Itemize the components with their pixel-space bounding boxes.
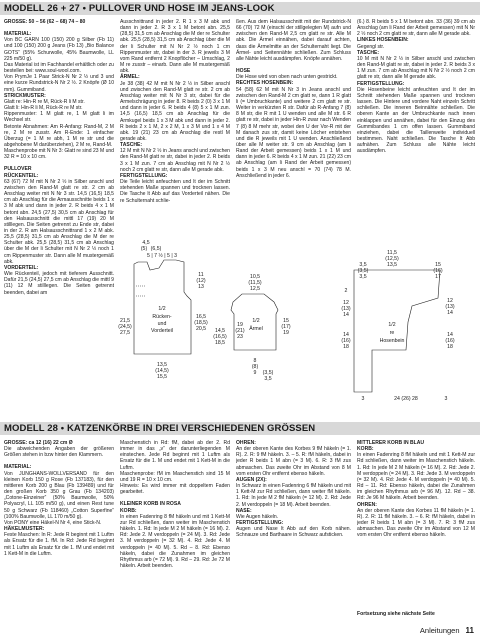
paragraph: Gegengl str.	[357, 43, 385, 50]
schematic-label: (14,5)	[155, 368, 169, 374]
text-column-7	[236, 440, 351, 620]
schematic-label: 18	[447, 344, 453, 350]
schematic-label: 24 (26) 28	[394, 396, 418, 402]
paragraph: Maschenprobe: fM im Maschenstich sind 15 M und 19 R = 10 x 10 cm.	[120, 470, 230, 483]
paragraph: ßen. Aus dem Halsausschnitt mit der Rundstrick-N 66 (70) 72 M (einschl der stillgelegten M) aufn und zwischen den Rand-M 2,5 cm glatt re str. Alle M abk. Die Ärmel einnähen, dabei darauf achten, dass die Ärmelmitte an der Schulternaht liegt. Die Ärmel- und Seitennähte schließen. Zum Schluss alle Nähte leicht ausdämpfen. Knöpfe annähen.	[236, 19, 351, 62]
schematic-label: 12	[447, 298, 453, 304]
schematic-label: (8)	[251, 364, 259, 370]
schematic-label: re	[389, 330, 395, 336]
paragraph: Das Material ist im Fachhandel erhältlich oder zu bestellen bei: www.soul-wool.com.	[4, 61, 114, 75]
schematic-label: 11	[198, 272, 204, 278]
paragraph: RÜCKENTEIL:	[4, 172, 39, 179]
schematic-label: 10,5	[249, 274, 261, 280]
schematic-label: 8	[253, 358, 257, 364]
paragraph: TASCHE:	[357, 49, 380, 56]
paragraph: FERTIGSTELLUNG:	[120, 172, 168, 179]
paragraph: STRICKMUSTER:	[4, 92, 46, 99]
paragraph: MATERIAL:	[4, 31, 32, 38]
paragraph: KORB:	[120, 507, 137, 514]
schematic-label: (24,5)	[118, 324, 132, 330]
schematic-label: (3,5)	[262, 370, 274, 376]
paragraph: Die Hose wird von oben nach unten gestrickt.	[236, 74, 338, 81]
schematic-label: 1/2	[252, 318, 260, 324]
schematic-label: 20,5	[195, 326, 207, 332]
paragraph: Glatt re: Hin-R re M, Rück-R li M str.	[4, 98, 85, 105]
schematic-label: (13)	[445, 304, 455, 310]
schematic-label: 4,5	[142, 240, 150, 246]
paragraph: An der oberen Kante des Korbes 11 fM häkeln (= 1. R). 2. R: 11 fM häkeln. 3. – 6. R: fM häkeln, dabei in jeder R beids 1 M abn (= 3 M). 7. R: 3 fM zus abmaschen. Das zweite Ohr im Abstand von 12 M vom ersten Ohr entfernt ebenso häkeln.	[357, 507, 475, 539]
schematic-label: (6,5)	[150, 246, 162, 252]
schematic-label: (12,5)	[385, 256, 399, 262]
paragraph: 10 M mit N Nr 2 ½ in Silber anschl und zwischen den Rand-M glatt re str, dabei in jeder 2. R beids 3 x 1 M zun. 7 cm ab Anschlag mit N Nr 2 ½ noch 2 cm glatt re str, dann alle M gerade abk.	[357, 55, 475, 81]
section-title-modell-28: MODELL 28 • KATZENKÖRBE IN DREI VERSCHIEDENEN GRÖSSEN	[0, 422, 480, 435]
paragraph: Von PrymJe 1 Paar Strick-N Nr 2 ½ und 3 und eine kurze Rundstrick-N Nr 2 ½. 2 Knöpfe (Ø 10 mm). Gummiband.	[4, 74, 114, 93]
schematic-label: Vorderteil	[151, 328, 173, 334]
schematic-label: 23	[237, 334, 243, 340]
paragraph: Die Teile leicht anfeuchten und lt der im Schnitt stehenden Maße spannen und trocknen lassen. Die Tasche lt Abb auf das Vorderteil nähen. Die re Schulternaht schlie-	[120, 179, 230, 204]
paragraph: ÄRMEL:	[120, 74, 140, 81]
text-column-8	[357, 440, 475, 610]
schematic-label: 14	[343, 332, 349, 338]
schematic-label: 19	[237, 322, 243, 328]
paragraph: Wie Rückenteil, jedoch mit tieferem Ausschnitt. Dafür 21,5 (24,5) 27,5 cm ab Anschlag die mittl 9 (11) 12 M stilllegen. Die Seiten getrennt beenden, dabei am	[4, 271, 114, 296]
continued-note: Fortsetzung siehe nächste Seite	[357, 611, 435, 617]
schematic-label: 15,5	[156, 374, 168, 380]
paragraph: 54 (58) 62 M mit N Nr 3 in Jeans anschl und zwischen den Rand-M 2 cm glatt re, dann 1 R glatt li (= Umbruchkante) und weitere 2 cm glatt re str. Weiter in verkürzten R str. Dafür ab R-Anfang 7 (8) 8 M str, die R mit 1 U wenden und alle M str. 6 R glatt re str, dabei in jeder Hin-R zwar nach Wenden 7 (8) 8 M mehr str, wobei den U der Vor-R mit der M danach zus str, damit keine Löcher entstehen und die R jeweils mit 1 U wenden. Anschließend über alle M weiter str. 9 cm ab Anschlag (am li Rand der Arbeit gemessen) beids 1 x 1 M und dann in jeder 6. R beids 4 x 1 M zun. 21 (22) 23 cm ab Anschlag (am li Rand der Arbeit gemessen) beids 1 x 3 M neu anschl = 70 (74) 78 M. Anschließend in jeder 6.	[236, 86, 351, 179]
schematic-label: 5 | 7 ½ | 5 | 3	[147, 253, 177, 259]
paragraph: In einen Fadenring 8 fM häkeln und mit 1 Kett-M zur Rd schließen, dann weiter im Maschenstich häkeln. 1. Rd: In jede M 2 M häkeln (= 16 M). 2. Rd: Jede 2. M verdoppeln (= 24 M). 3. Rd: Jede 3. M verdoppeln (= 32 M). 4. Rd: Jede 4. M verdoppeln (= 40 M). 5. Rd – 11. Rd: Ebenso häkeln, dabei die Zunahmen im gleichen Rhythmus arb (= 96 M). 12. Rd – 38. Rd: Je 96 M häkeln. Arbeit beenden.	[357, 452, 475, 502]
schematic-label: Ärmel	[249, 326, 263, 332]
schematic-label: (21)	[235, 328, 245, 334]
schematic-label: 17	[435, 274, 441, 280]
paragraph: OHREN:	[236, 440, 256, 446]
schematic-label: 12,5	[249, 286, 261, 292]
paragraph: (6.) 8. R beids 5 x 1 M betont abn. 33 (36) 39 cm ab Anschlag (am li Rand der Arbeit gemessen) mit N Nr 2 ½ noch 2 cm glatt re str, dann alle M gerade abk.	[357, 19, 475, 38]
paragraph: Maschenprobe mit N Nr 3: Glatt re sind 23 M und 32 R = 10 x 10 cm.	[4, 148, 114, 161]
schematic-label: (11,5)	[248, 280, 262, 286]
paragraph: In einen Fadenring 8 fM häkeln und mit 1 Kett-M zur Rd schließen, dann weiter im Maschenstich häkeln. 1. Rd: In jede M 2 M häkeln (= 16 M). 2. Rd: Jede 2. M verdoppeln (= 24 M). 3. Rd: Jede 3. M verdoppeln (= 32 M). 4. Rd: Jede 4. M verdoppeln (= 40 M). 5. Rd – 8. Rd: Ebenso häkeln, dabei die Zunahmen im gleichen Rhythmus arb (= 72 M). 9. Rd – 29. Rd: Je 72 M häkeln. Arbeit beenden.	[120, 513, 230, 569]
paragraph: An der oberen Kante des Korbes 9 fM häkeln (= 1. R). 2. R: 9 fM häkeln. 3. – 5. R: fM häkeln, dabei in jeder R beids 1 M abn (= 3 M). 6. R: 3 fM zus abmaschen. Das zweite Ohr im Abstand von 8 M vom ersten Ohr entfernt ebenso häkeln.	[236, 446, 351, 477]
paragraph: FERTIGSTELLUNG:	[236, 520, 284, 527]
paragraph: Von JUNGHANS-WOLLVERSAND für den kleinen Korb 150 g Rose (Fb 137183), für den mittleren Korb 200 g Blau (Fb 139489) und für den großen Korb 350 g Grau (Fb 134203) „Cotone-Einzeiner“ (50% Baumwolle, 50% Polyacryl, LL 105 m/50 g), und einen Rest tune 50 g Schwarz (Fb 118460) „Cotton Superfine“ (100% Baumwolle, LL 170 m/50 g).	[4, 470, 114, 520]
schematic-label: 15	[283, 318, 289, 324]
paragraph: Hinweis: Es wird immer mit doppeltem Faden gearbeitet.	[120, 483, 230, 496]
paragraph: HÄKELMUSTER:	[4, 526, 45, 533]
schematic-label: 3,5	[359, 274, 367, 280]
schematic-label: 3,5	[359, 262, 367, 268]
paragraph: FERTIGSTELLUNG:	[357, 80, 405, 87]
schematic-label: (13)	[341, 306, 351, 312]
schematic-label: 14,5	[214, 328, 226, 334]
schematic-label: (16)	[341, 338, 351, 344]
text-column-1	[4, 19, 114, 302]
schematic-label: 19	[283, 330, 289, 336]
paragraph: Glatt li: Hin-R li M, Rück-R re M str.	[4, 105, 83, 112]
paragraph: Von PONY eine Häkel-N Nr 4, eine Stick-N.	[4, 519, 102, 526]
paragraph: GRÖSSE: 50 – 56 (62 – 68) 74 – 80	[4, 19, 86, 25]
schematic-label: 21,5	[119, 318, 131, 324]
schematic-label: und	[157, 321, 167, 327]
schematic-label: (18,5)	[194, 320, 208, 326]
schematic-label: (16)	[445, 338, 455, 344]
paragraph: GRÖSSE: ca 12 (16) 22 cm Ø	[4, 440, 73, 446]
schematic-label: (16,5)	[213, 334, 227, 340]
paragraph: Rippenmuster: 1 M glatt re, 1 M glatt li im Wechsel str.	[4, 111, 114, 124]
paragraph: 63 (67) 72 M mit N Nr 2 ½ in Silber anschl und zwischen den Rand-M glatt re str. 2 cm ab Anschlag weiter mit N Nr 3 str. 14,5 (16,5) 18,5 cm ab Anschlag für die Armausschnitte beids 1 x 3 M abk und dann in jeder 2. R beids 4 x 1 M betont abn. 24,5 (27,5) 30,5 cm ab Anschlag für den Halsausschnitt die mittl 17 (19) 20 M stilllegen. Die Seiten getrennt zu Ende str, dabei in der 2. R am Halsausschnittrand 1 x 2 M abk. 25,5 (28,5) 31,5 cm ab Anschlag die M der re Schulter abk. 25,5 (28,5) 31,5 cm ab Anschlag über die M der li Schulter mit N Nr 2 ½ noch 1 cm Rippenmuster str. Dann alle M mustergemäß abk.	[4, 178, 114, 265]
paragraph: Augen und Nase lt Abb auf den Korb nähen. Schnauze und Barthaare in Schwarz aufsticken.	[236, 526, 351, 539]
page-number: 11	[465, 626, 474, 635]
paragraph: MATERIAL:	[4, 464, 32, 471]
schematic-label: Hosenbein	[379, 338, 405, 344]
paragraph: NASE:	[236, 507, 252, 514]
schematic-label: 27,5	[119, 330, 131, 336]
schematic-label: (17)	[281, 324, 291, 330]
schematic-label: 15	[435, 262, 441, 268]
paragraph: TASCHE:	[120, 142, 143, 149]
paragraph: Wie Augen häkeln.	[236, 513, 279, 520]
paragraph: Ausschnittrand in jeder 2. R 1 x 3 M abk und dann in jeder 2. R 3 x 1 M betont abn. 25,5 (28,5) 31,5 cm ab Anschlag die M der re Schulter abk. 25,5 (28,5) 31,5 cm ab Anschlag über die M der li Schulter mit N Nr 2 ½ noch 1 cm Rippenmuster str, dabei in der 3. R jeweils 3 M vom Rand entfernt 2 Knopflöcher – Umschlag, 2 M re zusstr – einarb. Dann alle M mustergemäß abk.	[120, 19, 230, 75]
paragraph: RECHTES HOSENBEIN:	[236, 80, 294, 87]
paragraph: AUGEN (2X):	[236, 476, 267, 483]
paragraph: 12 M mit N Nr 2 ½ in Jeans anschl und zwischen den Rand-M glatt re str, dabei in jeder 2. R beids 3 x 1 M zun. 7 cm ab Anschlag mit N Nr 2 ½ noch 2 cm glatt re str, dann alle M gerade abk.	[120, 148, 230, 173]
schematic-label: 13,5	[156, 362, 168, 368]
paragraph: Die abweichenden Angaben der größeren Größen stehen in bzw hinter den Klammern.	[4, 446, 114, 459]
paragraph: KLEINER KORB IN ROSA	[120, 501, 181, 508]
paragraph: LINKES HOSENBEIN:	[357, 37, 409, 44]
schematic-label: 14	[447, 332, 453, 338]
schematic-label: 16,5	[195, 314, 207, 320]
schematic-label: (12)	[196, 278, 206, 284]
schematic-label: 2	[344, 288, 348, 294]
schematic-label: 12	[343, 300, 349, 306]
page-footer	[420, 626, 474, 635]
schematic-label: 18	[343, 344, 349, 350]
text-column-4	[357, 19, 475, 219]
paragraph: PULLOVER	[4, 166, 32, 173]
schematic-label: 11,5	[387, 250, 397, 256]
paragraph: Von BC GARN 100 (150) 200 g Silber (Fb 11) und 100 (150) 200 g Jeans (Fb 13) „Bio Balance GOTS“ (55% Schurwolle, 45% Baumwolle, LL 225 m/50 g).	[4, 37, 114, 62]
schematic-label: 14	[343, 312, 349, 318]
pattern-schematics	[116, 226, 478, 426]
paragraph: Maschenstich in Rd: fM, dabei ab der 2. Rd immer in das „v“ der darunterliegenden M einstechen. Jede Rd beginnt mit 1 Luftm als Ersatz für die 1. M und endet mit 1 Kett-M in die Luftm.	[120, 440, 230, 471]
schematic-label: 9	[253, 370, 257, 376]
paragraph: OHREN:	[357, 501, 377, 508]
schematic-label: 3	[361, 396, 365, 402]
paragraph: Feste Maschen: In R: Jede R beginnt mit 1 Luftm als Ersatz für die 1. fM. In Rd: Jede Rd beginnt mit 1 Luftm als Ersatz für die 1. fM und endet mit 1 Kett-M in die Luftm.	[4, 532, 114, 557]
text-column-5	[4, 440, 114, 620]
paragraph: VORDERTEIL:	[4, 264, 39, 271]
schematic-label: 14	[447, 310, 453, 316]
schematic-label: Rücken-	[152, 314, 172, 320]
paragraph: KORB:	[357, 446, 374, 453]
paragraph: HOSE	[236, 68, 251, 75]
section-title-modell-26-27: MODELL 26 + 27 • PULLOVER UND HOSE IM JEANS-LOOK	[0, 2, 480, 15]
schematic-label: 13	[198, 284, 204, 290]
footer-label: Anleitungen	[419, 626, 460, 635]
paragraph: Betonte Abnahmen: Am R-Anfang: Rand-M, 2 M re, 2 M re zusstr. Am R-Ende: 1 einfacher Überzug (= 1 M re abh, 1 M re str und die abgehobene M darüberziehen), 2 M re, Rand-M.	[4, 123, 114, 148]
schematic-label: 1/2	[388, 322, 396, 328]
paragraph: MITTLERER KORB IN BLAU	[357, 440, 425, 446]
paragraph: Je 38 (38) 42 M mit N Nr 2 ½ in Silber anschl und zwischen den Rand-M glatt re str. 2 cm ab Anschlag weiter mit N Nr 3 str, dabei für die Armelschrägung in jeder 8. R beids 2 (0) 3 x 1 M und dann in jeder 6. R beids 4 (8) 5 x 1 M zun. 14,5 (16,5) 18,5 cm ab Anschlag für die Armkugel beids 1 x 3 M abk und dann in jeder 2. R beids 2 x 1 M, 2 x 2 M, 1 x 3 M und 1 x 4 M abk. 19 (21) 23 cm ab Anschlag die restl M gerade abk.	[120, 80, 230, 142]
schematic-label: (3,5)	[357, 268, 369, 274]
schematic-label: 1/2	[158, 306, 166, 312]
text-column-3	[236, 19, 351, 189]
text-column-2	[120, 19, 230, 224]
schematic-label: 18,5	[214, 340, 226, 346]
paragraph: In Schwarz in einen Fadenring 6 fM häkeln und mit 1 Kett-M zur Rd schließen, dann weiter fM häkeln. 1. Rd: In jede M 2 fM häkeln (= 12 M). 2. Rd: Jede 2. M verdoppeln (= 18 M). Arbeit beenden.	[236, 483, 351, 508]
schematic-label: 13,5	[386, 262, 398, 268]
paragraph: Die Hosenbeine leicht anfeuchten und lt der im Schnitt stehenden Maße spannen und trocknen lassen. Die Hintere und vordere Naht einzeln Schritt schließen. Die inneren Beinnähte schließen. Die oberen Kante an der Umbruchkante nach innen einklappen und annähen, dabei für den Einzug des Gummibandes 1 cm offen lassen. Gummiband einziehen, dabei die Taillenweite individuell bestimmen. Naht schließen. Die Tasche lt Abb aufnähen. Zum Schluss alle Nähte leicht ausdämpfen.	[357, 86, 475, 155]
schematic-label: 3,5	[264, 376, 272, 382]
schematic-label: (5)	[140, 246, 148, 252]
schematic-label: 3	[444, 396, 448, 402]
text-column-6	[120, 440, 230, 620]
schematic-label: (16)	[433, 268, 443, 274]
